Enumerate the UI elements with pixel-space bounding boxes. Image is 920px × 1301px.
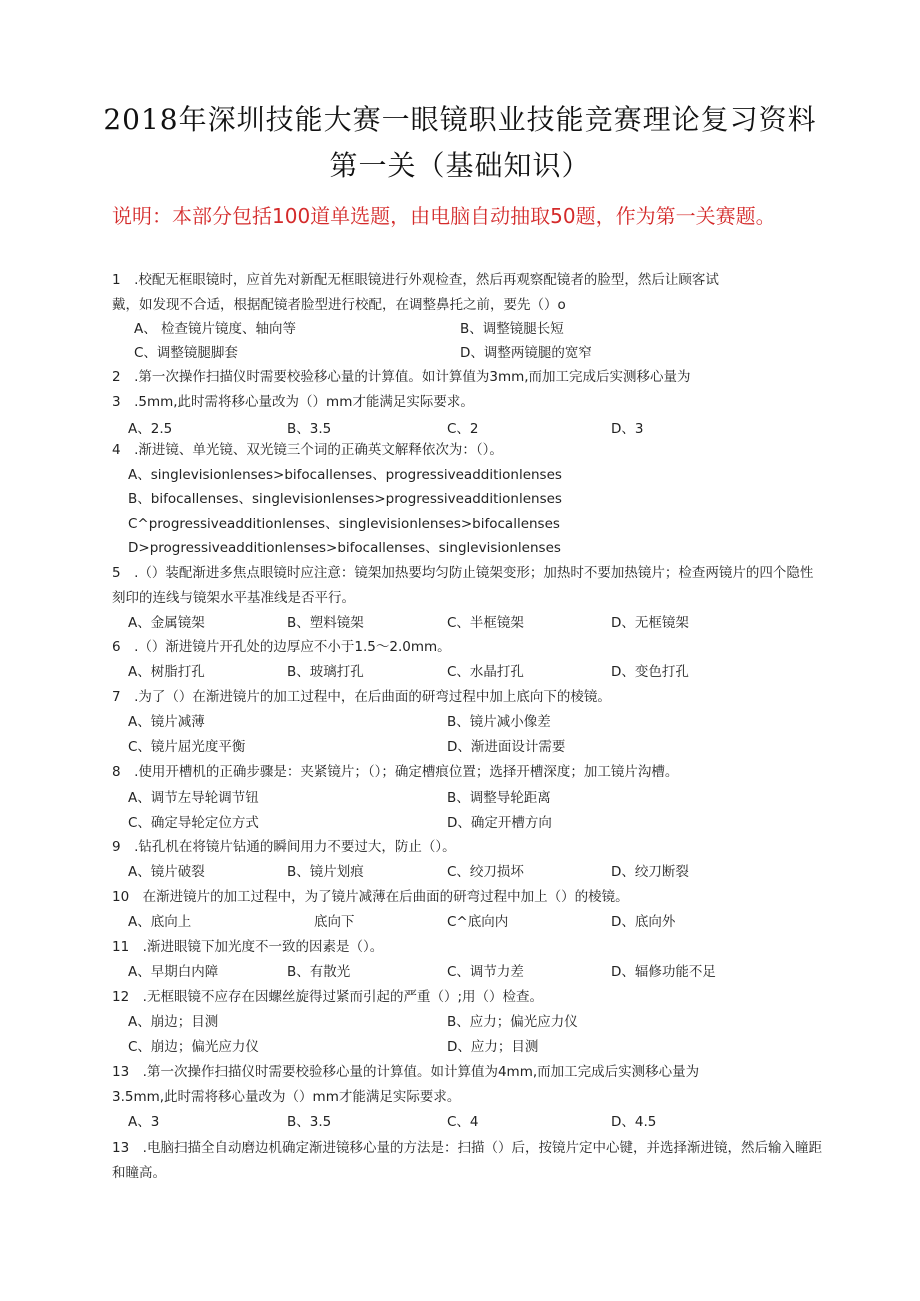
question-12-option-a: A、崩边；目测 bbox=[128, 1014, 219, 1030]
question-6-option-b: B、玻璃打孔 bbox=[287, 664, 364, 680]
question-13-option-b: B、3.5 bbox=[287, 1114, 332, 1130]
question-10-text: 10 在渐进镜片的加工过程中，为了镜片减薄在后曲面的研弯过程中加上（）的棱镜。 bbox=[112, 889, 629, 905]
question-7-option-b: B、镜片减小像差 bbox=[447, 714, 551, 730]
question-10-option-d: D、底向外 bbox=[611, 914, 676, 930]
question-10-option-a: A、底向上 bbox=[128, 914, 192, 930]
question-9-option-d: D、绞刀断裂 bbox=[611, 864, 689, 880]
question-2-text-cont: 3 .5mm,此时需将移心量改为（）mm才能满足实际要求。 bbox=[112, 394, 474, 410]
question-5-option-b: B、塑料镜架 bbox=[287, 615, 364, 631]
question-1-text-cont: 戴，如发现不合适，根据配镜者脸型进行校配，在调整鼻托之前，要先（）o bbox=[112, 297, 566, 313]
question-2-option-d: D、3 bbox=[611, 421, 644, 437]
question-14-text: 13 .电脑扫描全自动磨边机确定渐进镜移心量的方法是：扫描（）后，按镜片定中心键，并选择渐进镜，然后输入瞳距和瞳高。 bbox=[112, 1140, 822, 1181]
question-7-option-c: C、镜片屈光度平衡 bbox=[128, 739, 246, 755]
question-1-option-b: B、调整镜腿长短 bbox=[460, 321, 564, 337]
question-12-text: 12 .无框眼镜不应存在因螺丝旋得过紧而引起的严重（）;用（）检查。 bbox=[112, 989, 544, 1005]
question-12-option-b: B、应力；偏光应力仪 bbox=[447, 1014, 578, 1030]
question-9-text: 9 .钻孔机在将镜片钻通的瞬间用力不要过大，防止（）。 bbox=[112, 839, 456, 855]
question-5-text: 5 .（）装配渐进多焦点眼镜时应注意：镜架加热要均匀防止镜架变形；加热时不要加热镜片；检查两镜片的四个隐性刻印的连线与镜架水平基准线是否平行。 bbox=[112, 565, 814, 606]
question-8-option-d: D、确定开槽方向 bbox=[447, 815, 552, 831]
question-13-text: 13 .第一次操作扫描仪时需要校验移心量的计算值。如计算值为4mm,而加工完成后实测移心量为 bbox=[112, 1064, 700, 1080]
question-8-text: 8 .使用开槽机的正确步骤是：夹紧镜片；（）；确定槽痕位置；选择开槽深度；加工镜片沟槽。 bbox=[112, 764, 679, 780]
question-8-option-c: C、确定导轮定位方式 bbox=[128, 815, 259, 831]
question-7-option-d: D、渐进面设计需要 bbox=[447, 739, 566, 755]
question-4-option-a: A、singlevisionlenses>bifocallenses、progressiveadditionlenses bbox=[128, 467, 562, 483]
document-title: 2018年深圳技能大赛一眼镜职业技能竞赛理论复习资料 bbox=[103, 103, 817, 136]
question-6-option-a: A、树脂打孔 bbox=[128, 664, 205, 680]
question-6-text: 6 .（）渐进镜片开孔处的边厚应不小于1.5〜2.0mm。 bbox=[112, 639, 451, 655]
question-1-option-d: D、调整两镜腿的宽窄 bbox=[460, 345, 592, 361]
question-10-option-b: 底向下 bbox=[314, 914, 355, 930]
question-2-option-a: A、2.5 bbox=[128, 421, 173, 437]
question-4-option-b: B、bifocallenses、singlevisionlenses>progressiveadditionlenses bbox=[128, 491, 562, 507]
question-4-option-c: C^progressiveadditionlenses、singlevisionlenses>bifocallenses bbox=[128, 516, 560, 532]
question-1-option-c: C、调整镜腿脚套 bbox=[134, 345, 238, 361]
question-7-option-a: A、镜片减薄 bbox=[128, 714, 205, 730]
question-8-option-b: B、调整导轮距离 bbox=[447, 790, 551, 806]
question-13-option-c: C、4 bbox=[447, 1114, 479, 1130]
question-4-text: 4 .渐进镜、单光镜、双光镜三个词的正确英文解释依次为：（）。 bbox=[112, 442, 503, 458]
question-11-option-d: D、辐修功能不足 bbox=[611, 964, 716, 980]
question-11-option-c: C、调节力差 bbox=[447, 964, 524, 980]
question-1-option-a: A、 检查镜片镜度、轴向等 bbox=[134, 321, 297, 337]
question-1-text: 1 .校配无框眼镜时，应首先对新配无框眼镜进行外观检查，然后再观察配镜者的脸型，然后让顾客试 bbox=[112, 272, 719, 288]
question-13-option-a: A、3 bbox=[128, 1114, 160, 1130]
question-11-option-a: A、早期白内障 bbox=[128, 964, 219, 980]
question-12-option-c: C、崩边；偏光应力仪 bbox=[128, 1039, 259, 1055]
question-9-option-c: C、绞刀损坏 bbox=[447, 864, 524, 880]
question-13-option-d: D、4.5 bbox=[611, 1114, 657, 1130]
question-6-option-c: C、水晶打孔 bbox=[447, 664, 524, 680]
question-7-text: 7 .为了（）在渐进镜片的加工过程中，在后曲面的研弯过程中加上底向下的棱镜。 bbox=[112, 689, 611, 705]
question-9-option-b: B、镜片划痕 bbox=[287, 864, 364, 880]
question-8-option-a: A、调节左导轮调节钮 bbox=[128, 790, 259, 806]
question-5-option-c: C、半框镜架 bbox=[447, 615, 524, 631]
question-11-text: 11 .渐进眼镜下加光度不一致的因素是（）。 bbox=[112, 939, 384, 955]
question-5-option-a: A、金属镜架 bbox=[128, 615, 205, 631]
question-2-text: 2 .第一次操作扫描仪时需要校验移心量的计算值。如计算值为3mm,而加工完成后实测移心量为 bbox=[112, 369, 691, 385]
question-2-option-c: C、2 bbox=[447, 421, 479, 437]
question-9-option-a: A、镜片破裂 bbox=[128, 864, 205, 880]
question-2-option-b: B、3.5 bbox=[287, 421, 332, 437]
question-4-option-d: D>progressiveadditionlenses>bifocallenses、singlevisionlenses bbox=[128, 540, 561, 556]
section-title: 第一关（基础知识） bbox=[329, 149, 591, 182]
question-13-text-cont: 3.5mm,此时需将移心量改为（）mm才能满足实际要求。 bbox=[112, 1089, 461, 1105]
question-6-option-d: D、变色打孔 bbox=[611, 664, 689, 680]
question-12-option-d: D、应力；目测 bbox=[447, 1039, 539, 1055]
question-11-option-b: B、有散光 bbox=[287, 964, 351, 980]
question-5-option-d: D、无框镜架 bbox=[611, 615, 689, 631]
question-10-option-c: C^底向内 bbox=[447, 914, 509, 930]
instruction-note: 说明：本部分包括100道单选题，由电脑自动抽取50题，作为第一关赛题。 bbox=[112, 204, 776, 228]
